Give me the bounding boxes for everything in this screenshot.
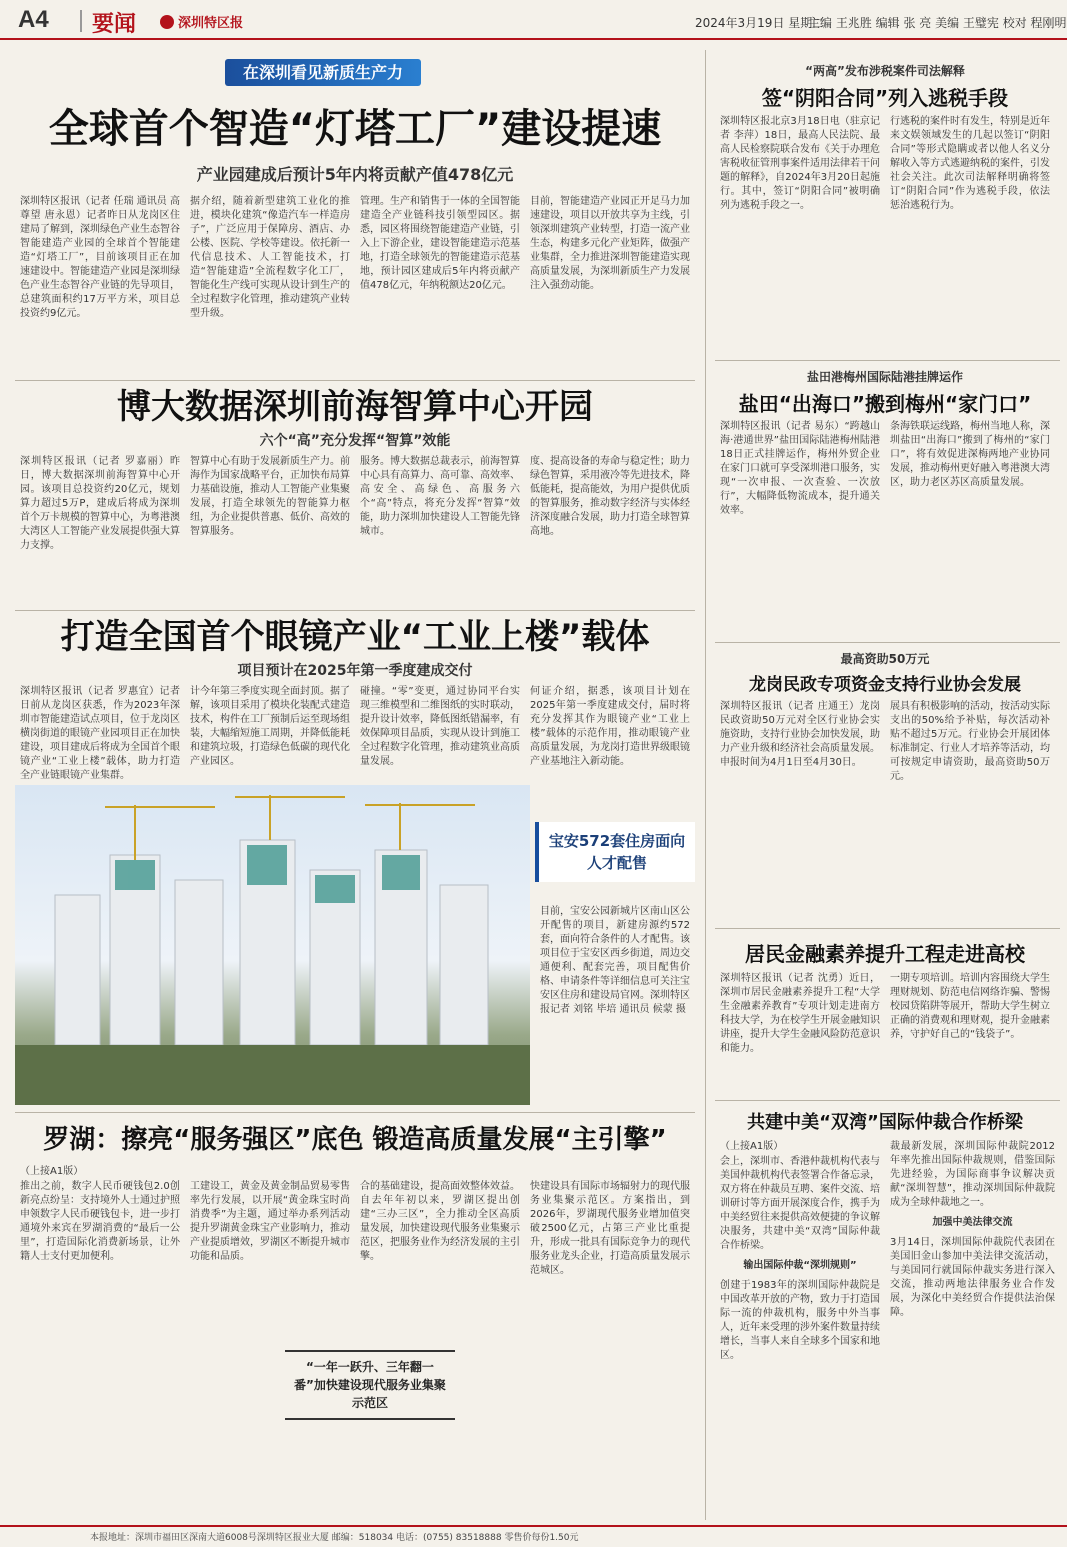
article4-paragraph: 推出之前，数字人民币硬钱包2.0创新亮点纷呈：支持境外人士通过护照申领数字人民币硬钱包卡，进一步打通境外来宾在罗湖消费的“最后一公里”，打造国际化消费新场景，让外籍人士支付更加便利。 [20, 1181, 180, 1262]
article3-paragraph: 碰撞。“零”变更，通过协同平台实现三维模型和二维图纸的实时联动，提升设计效率，降低图纸错漏率，有效保障项目品质，实现从设计到施工全过程数字化管理，推动建筑业高质量发展。 [360, 686, 520, 767]
photo-caption-title: 宝安572套住房面向人才配售 [535, 822, 695, 882]
side1-kicker: “两高”发布涉税案件司法解释 [805, 64, 965, 78]
side2-headline: 盐田“出海口”搬到梅州“家门口” [738, 392, 1032, 416]
side5-paragraph: 3月14日，深圳国际仲裁院代表团在美国旧金山参加中美法律交流活动，与美国同行就国际仲裁实务进行深入交流，推动两地法律服务业合作发展，为深化中美经贸合作提供法治保障。 [890, 1237, 1055, 1318]
footer-rule [0, 1525, 1067, 1527]
side3-paragraph: 深圳特区报讯（记者 庄通王）龙岗民政资助50万元对全区行业协会实施资助，支持行业协会加快发展，助力产业升级和经济社会高质量发展。申报时间为4月1日至4月30日。 [720, 701, 880, 768]
masthead [160, 12, 243, 31]
side5-paragraph: 创建于1983年的深圳国际仲裁院是中国改革开放的产物，致力于打造国际一流的仲裁机构，服务中外当事人，近年来受理的涉外案件数量持续增长，当事人来自全球多个国家和地区。 [720, 1280, 880, 1361]
article2-body [20, 455, 690, 605]
side3-kicker: 最高资助50万元 [840, 652, 930, 666]
footer-info: 本报地址：深圳市福田区深南大道6008号深圳特区报业大厦 邮编：518034 电话：(0755) 83518888 零售价每份1.50元 [90, 1533, 579, 1543]
side2-paragraph: 条海铁联运线路，梅州当地人称，深圳盐田“出海口”搬到了梅州的“家门口”，将有效促进深梅两地产业协同发展，推动梅州更好融入粤港澳大湾区，助力老区苏区高质量发展。 [890, 421, 1050, 488]
side2-body [720, 420, 1050, 635]
side1-body [720, 115, 1050, 345]
article2-headline: 博大数据深圳前海智算中心开园 [117, 387, 593, 427]
divider [15, 610, 695, 611]
side3-body [720, 700, 1050, 920]
article1-paragraph: 深圳特区报讯（记者 任瑞 通讯员 高尊望 唐永恩）记者昨日从龙岗区住建局了解到，深圳绿色产业生态智谷智能建造产业园的全球首个智能建造“灯塔工厂”，目前该项目正在加速建设中。智能建造产业园是深圳绿色产业生态智谷产业链的先导项目，总建筑面积约17万平方米，项目总投资约9亿元。 [20, 196, 180, 319]
side4-headline: 居民金融素养提升工程走进高校 [745, 942, 1025, 966]
side5-paragraph: 会上，深圳市、香港仲裁机构代表与美国仲裁机构代表签署合作备忘录，双方将在仲裁员互聘、案件交流、培训研讨等方面开展深度合作，携手为中美经贸往来提供高效便捷的争议解决服务，共建中美“双湾”国际仲裁合作桥梁。 [720, 1156, 880, 1251]
side5-col-left [720, 1155, 880, 1515]
side4-paragraph: 一期专项培训。培训内容围绕大学生理财规划、防范电信网络诈骗、警惕校园贷陷阱等展开，帮助大学生树立正确的消费观和理财观，提升金融素养，守护好自己的“钱袋子”。 [890, 973, 1050, 1040]
side3-headline: 龙岗民政专项资金支持行业协会发展 [749, 675, 1021, 695]
side5-paragraph: 裁最新发展，深圳国际仲裁院2012年率先推出国际仲裁规则，借鉴国际先进经验，为国际商事争议解决贡献“深圳智慧”，推动深圳国际仲裁院成为全球仲裁地之一。 [890, 1141, 1055, 1208]
construction-photo [15, 785, 530, 1105]
side1-paragraph: 行逃税的案件时有发生，特别是近年来文娱领域发生的几起以签订“阴阳合同”等形式隐瞒或者以他人名义分解收入等方式逃避纳税的案件，引发社会关注。此次司法解释明确将签订“阴阳合同”作为逃税手段，依法惩治逃税行为。 [890, 116, 1050, 211]
issue-date: 2024年3月19日 星期二 [695, 16, 825, 30]
section-name: 要闻 [92, 12, 137, 37]
side1-paragraph: 深圳特区报北京3月18日电（驻京记者 李萍）18日，最高人民法院、最高人民检察院联合发布《关于办理危害税收征管刑事案件适用法律若干问题的解释》，自2024年3月20日起施行。其中，签订“阴阳合同”被明确列为逃税手段之一。 [720, 116, 880, 211]
side3-paragraph: 展具有积极影响的活动，按活动实际支出的50%给予补贴，每次活动补贴不超过5万元。行业协会开展团体标准制定、行业人才培养等活动，均可按规定申请资助，最高资助50万元。 [890, 701, 1050, 782]
column-divider [705, 50, 706, 1520]
article1-body [20, 195, 690, 370]
photo-caption-text: 目前，宝安公园新城片区南山区公开配售的项目，新建房源约572套，面向符合条件的人才配售。该项目位于宝安区西乡街道，周边交通便利、配套完善，项目配售价格、申请条件等详细信息可关注宝安区住房和建设局官网。深圳特区报记者 刘铭 毕培 通讯员 候蒙 摄 [540, 906, 690, 1015]
side5-col-right [890, 1140, 1055, 1515]
article1-subhead: 产业园建成后预计5年内将贡献产值478亿元 [196, 165, 514, 184]
article4-body [20, 1180, 690, 1515]
article1-paragraph: 目前，智能建造产业园正开足马力加速建设，项目以开放共享为主线，引领深圳建筑产业转型，打造一流产业生态，构建多元化产业矩阵，做强产业集群，全力推进深圳智能建造实现高质量发展，为深圳新质生产力发展注入强劲动能。 [530, 196, 690, 291]
side1-headline: 签“阴阳合同”列入逃税手段 [761, 86, 1009, 110]
article4-headline: 罗湖：擦亮“服务强区”底色 锻造高质量发展“主引擎” [43, 1125, 667, 1155]
divider [715, 1100, 1060, 1101]
article4-paragraph: 合的基础建设，提高面效整体效益。自去年年初以来，罗湖区提出创建“三办三区”，全力推动全区高质量发展，加快建设现代服务业集聚示范区，把服务业作为经济发展的主引擎。 [360, 1181, 520, 1262]
article3-paragraph: 何证介绍，据悉，该项目计划在2025年第一季度建成交付，届时将充分发挥其作为眼镜产业“工业上楼”载体的示范作用，推动眼镜产业高质量发展，为龙岗打造世界级眼镜产业基地注入新动能。 [530, 686, 690, 767]
divider [15, 380, 695, 381]
side4-paragraph: 深圳特区报讯（记者 沈勇）近日，深圳市居民金融素养提升工程“大学生金融素养教育”专项计划走进南方科技大学，为在校学生开展金融知识讲座，提升大学生金融风险防范意识和能力。 [720, 973, 880, 1054]
side5-headline: 共建中美“双湾”国际仲裁合作桥梁 [747, 1112, 1023, 1133]
series-banner [225, 60, 421, 83]
divider [715, 642, 1060, 643]
divider [715, 360, 1060, 361]
article4-paragraph: 工建设工，黄金及黄金制品贸易零售率先行发展，以开展“黄金珠宝时尚消费季”为主题，通过举办系列活动提升罗湖黄金珠宝产业影响力，推动产业提质增效，罗湖区不断提升城市功能和品质。 [190, 1181, 350, 1262]
side4-body [720, 972, 1050, 1092]
article4-paragraph: 快建设具有国际市场辐射力的现代服务业集聚示范区。方案指出，到2026年，罗湖现代服务业增加值突破2500亿元，占第三产业比重提升，形成一批具有国际竞争力的现代服务业龙头企业，打造高质量发展示范城区。 [530, 1181, 690, 1276]
article2-paragraph: 度、提高设备的寿命与稳定性；助力绿色智算，采用液冷等先进技术，降低能耗，提高能效，为用户提供优质的智算服务，推动数字经济与实体经济深度融合发展，助力打造全球智算高地。 [530, 456, 690, 537]
building-illustration [15, 785, 530, 1105]
side2-kicker: 盐田港梅州国际陆港挂牌运作 [806, 370, 963, 384]
editor-credits: 主编 王兆胜 编辑 张 亮 美编 王璧宪 校对 程刚明 [808, 16, 1067, 30]
logo-icon [160, 15, 174, 29]
article3-body [20, 685, 690, 780]
article3-paragraph: 计今年第三季度实现全面封顶。据了解，该项目采用了模块化装配式建造技术，构件在工厂预制后运至现场组装，大幅缩短施工周期，并降低能耗和建筑垃圾，打造绿色低碳的现代化产业园区。 [190, 686, 350, 767]
side5-subtitle: 加强中美法律交流 [932, 1217, 1013, 1228]
article2-subhead: 六个“高”充分发挥“智算”效能 [259, 433, 451, 449]
article3-paragraph: 深圳特区报讯（记者 罗惠宜）记者日前从龙岗区获悉，作为2023年深圳市智能建造试点项目，位于龙岗区横岗街道的眼镜产业园项目正在加快建设，项目建成后将成为全国首个眼镜产业“工业上楼”载体，助力打造全产业链眼镜产业集群。 [20, 686, 180, 780]
side5-subtitle: 输出国际仲裁“深圳规则” [743, 1260, 857, 1271]
divider [715, 928, 1060, 929]
side5-continued: （上接A1版） [720, 1141, 784, 1152]
article2-paragraph: 深圳特区报讯（记者 罗嘉丽）昨日，博大数据深圳前海智算中心开园。该项目总投资约20亿元，规划算力超过5万P，建成后将成为深圳首个万卡规模的智算中心，为粤港澳大湾区人工智能产业发展提供强大算力支撑。 [20, 456, 180, 551]
article1-paragraph: 管理。生产和销售于一体的全国智能建造全产业链科技引领型园区。据悉，园区将围绕智能建造产业链，引入上下游企业，建设智能建造示范基地，打造全球领先的智能建造示范基地，预计园区建成后5年内将贡献产值478亿元，年纳税额达20亿元。 [360, 196, 520, 291]
article4-continued: （上接A1版） [20, 1166, 84, 1177]
side2-paragraph: 深圳特区报讯（记者 易东）“跨越山海·港通世界”盐田国际陆港梅州陆港18日正式挂牌运作，梅州外贸企业在家门口就可享受深圳港口服务，实现“一次申报、一次查验、一次放行”，大幅降低物流成本，提升通关效率。 [720, 421, 880, 516]
article2-paragraph: 智算中心有助于发展新质生产力。前海作为国家战略平台，正加快布局算力基础设施，推动人工智能产业集聚发展，打造全球领先的智能算力枢纽，为企业提供普惠、低价、高效的智算服务。 [190, 456, 350, 537]
article4-pull-quote: “一年一跃升、三年翻一番”加快建设现代服务业集聚示范区 [285, 1350, 455, 1420]
article1-paragraph: 据介绍，随着新型建筑工业化的推进，模块化建筑“像造汽车一样造房子”，广泛应用于保障房、酒店、办公楼、医院、学校等建设。依托新一代信息技术、人工智能技术，打造“智能建造”全流程数字化工厂，智能化生产线可实现从设计到生产的全过程数字化管理，推动建筑产业转型升级。 [190, 196, 350, 319]
article3-subhead: 项目预计在2025年第一季度建成交付 [237, 663, 473, 679]
article2-paragraph: 服务。博大数据总裁表示，前海智算中心具有高算力、高可靠、高效率、高安全、高绿色、高服务六个“高”特点，将充分发挥“智算”效能，助力深圳加快建设人工智能先锋城市。 [360, 456, 520, 537]
masthead-text: 深圳特区报 [178, 16, 244, 31]
header-divider [80, 10, 82, 32]
divider [15, 1112, 695, 1113]
article1-headline: 全球首个智造“灯塔工厂”建设提速 [48, 106, 662, 152]
series-banner-text: 在深圳看见新质生产力 [225, 59, 421, 86]
page-number: A4 [18, 6, 49, 33]
article3-headline: 打造全国首个眼镜产业“工业上楼”载体 [60, 617, 650, 657]
